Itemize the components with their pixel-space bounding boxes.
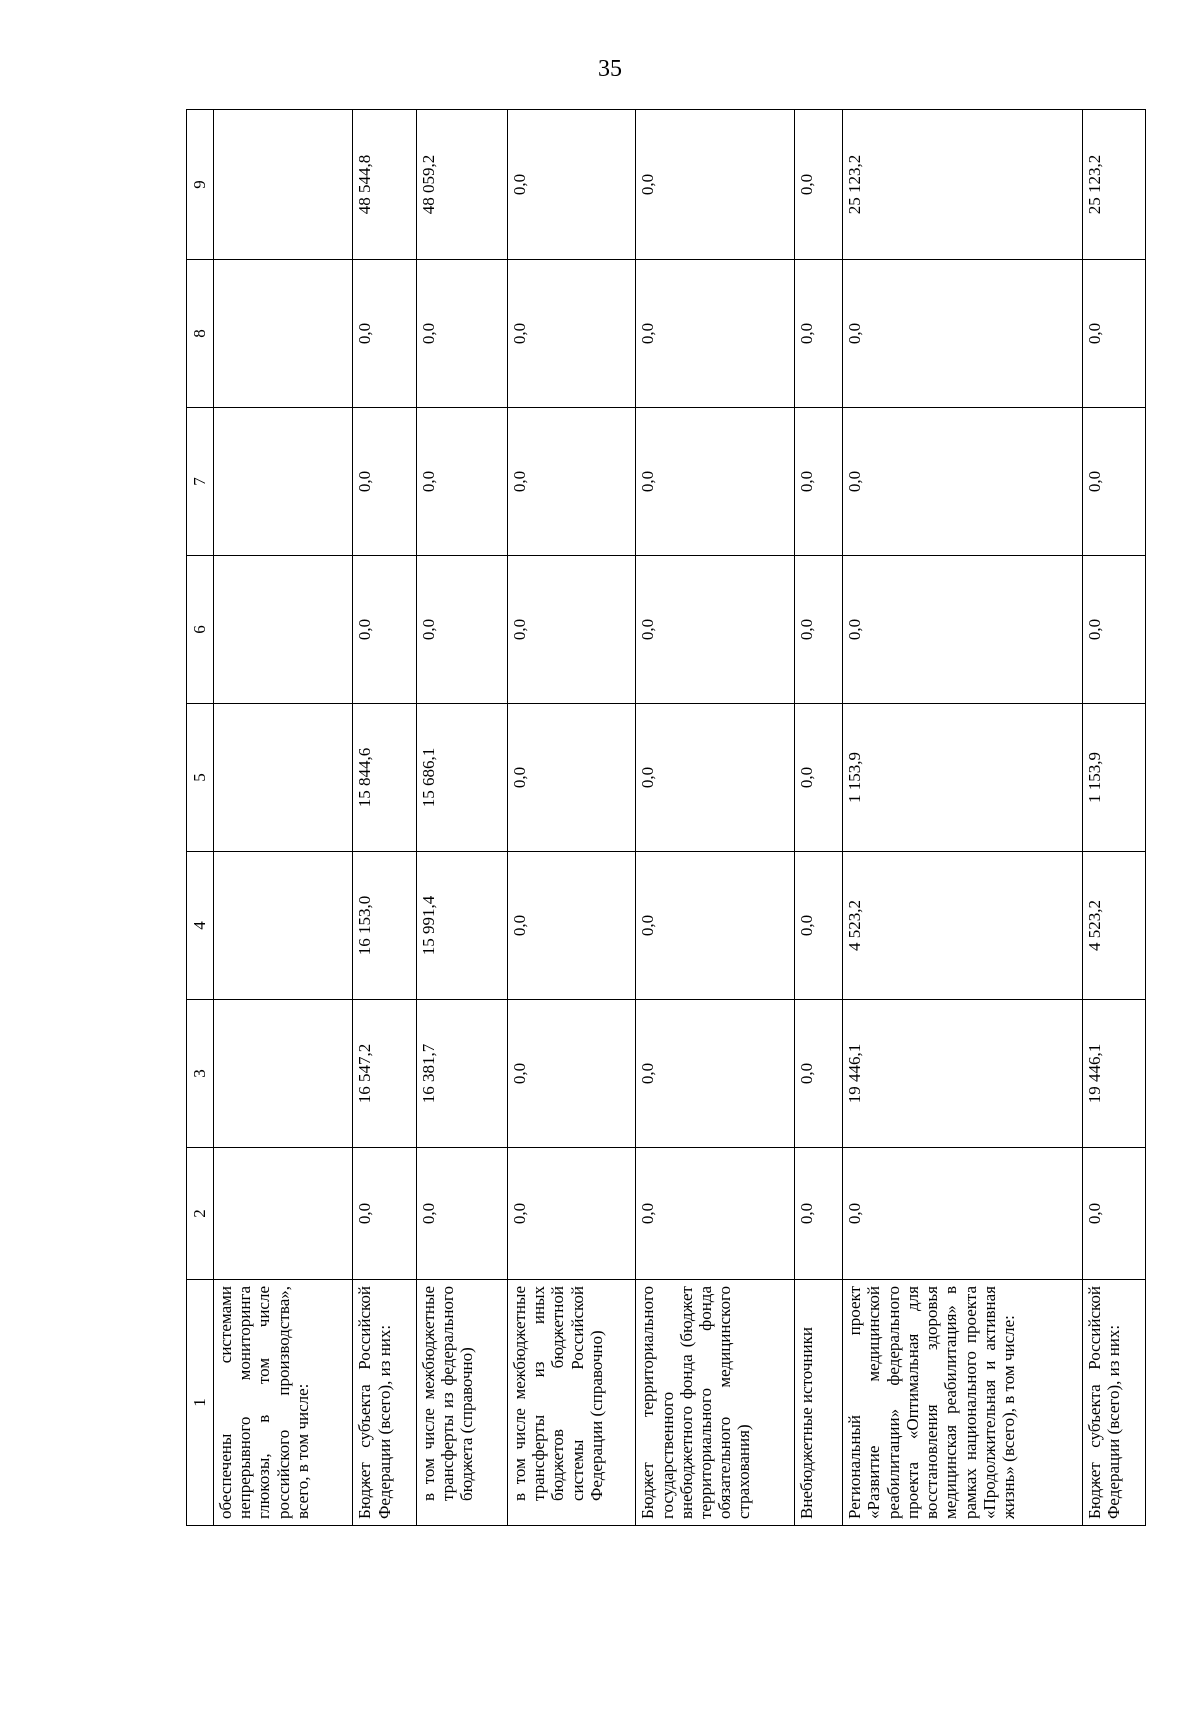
row-label: в том числе межбюджетные трансферты из федерального бюджета (справочно) [418,1286,476,1501]
table-cell: 0,0 [795,704,843,852]
table-cell: 16 381,7 [416,1000,507,1148]
column-header: 8 [187,260,214,408]
table-cell: 0,0 [636,408,795,556]
table-cell: 0,0 [416,260,507,408]
table-cell: 0,0 [1082,408,1145,556]
table-cell: 0,0 [636,704,795,852]
table-cell: 0,0 [636,1000,795,1148]
table-cell: 0,0 [795,110,843,260]
table-cell: 0,0 [636,852,795,1000]
table-cell: 0,0 [353,556,416,704]
table-cell: 0,0 [795,260,843,408]
table-cell: 0,0 [507,1148,635,1280]
column-header: 7 [187,408,214,556]
table-cell: 0,0 [507,556,635,704]
table-cell: 48 059,2 [416,110,507,260]
table-rotation-frame [186,110,1146,1526]
table-cell [214,852,353,1000]
table-cell: 0,0 [416,1148,507,1280]
table-cell: 0,0 [636,260,795,408]
table-row [636,110,795,1526]
table-cell: 15 844,6 [353,704,416,852]
column-header: 6 [187,556,214,704]
table-cell: 0,0 [636,1148,795,1280]
table-cell: 0,0 [795,408,843,556]
table-cell: 0,0 [843,556,1083,704]
table-cell [214,704,353,852]
table-cell: 0,0 [636,556,795,704]
table-cell: 0,0 [353,260,416,408]
table-row [353,110,416,1526]
table-cell: 15 991,4 [416,852,507,1000]
table-row [507,110,635,1526]
row-label: Региональный проект «Развитие медицинской реабилитации» федерального проекта «Оптимальная для восстановления здоровья медицинская реабилитация» в рамках национального проекта «Продолжительная и активная жизнь» (всего), в том числе: [843,1280,1083,1526]
table-cell: 0,0 [843,408,1083,556]
table-cell [214,408,353,556]
budget-table [186,109,1146,1526]
table-cell: 48 544,8 [353,110,416,260]
row-label-cell [416,1280,507,1526]
table-cell: 0,0 [1082,556,1145,704]
table-cell: 16 153,0 [353,852,416,1000]
table-cell: 0,0 [507,408,635,556]
table-row [214,110,353,1526]
table-cell: 0,0 [416,408,507,556]
table-cell: 1 153,9 [843,704,1083,852]
row-label: Внебюджетные источники [795,1280,843,1526]
column-header: 2 [187,1148,214,1280]
table-cell: 0,0 [507,852,635,1000]
table-cell: 19 446,1 [843,1000,1083,1148]
column-header: 5 [187,704,214,852]
table-row [1082,110,1145,1526]
table-cell: 0,0 [353,408,416,556]
table-row [795,110,843,1526]
column-header: 3 [187,1000,214,1148]
column-header: 4 [187,852,214,1000]
column-header: 9 [187,110,214,260]
table-cell: 0,0 [353,1148,416,1280]
header-row [187,110,214,1526]
table-cell: 0,0 [507,704,635,852]
table-cell [214,110,353,260]
table-cell: 0,0 [507,260,635,408]
row-label: Бюджет субъекта Российской Федерации (всего), из них: [353,1280,416,1526]
table-cell [214,1000,353,1148]
table-cell: 0,0 [795,1000,843,1148]
table-row [843,110,1083,1526]
row-label-cell [507,1280,635,1526]
table-cell [214,556,353,704]
table-row [416,110,507,1526]
page-number: 35 [598,56,622,82]
table-cell: 0,0 [843,1148,1083,1280]
row-label: в том числе межбюджетные трансферты из иных бюджетов бюджетной системы Российской Федерации (справочно) [509,1286,606,1501]
table-cell: 4 523,2 [1082,852,1145,1000]
table-cell: 0,0 [1082,260,1145,408]
table-cell: 15 686,1 [416,704,507,852]
table-cell: 1 153,9 [1082,704,1145,852]
table-cell: 0,0 [507,1000,635,1148]
table-cell: 0,0 [507,110,635,260]
column-header: 1 [187,1280,214,1526]
row-label: Бюджет территориального государственного внебюджетного фонда (бюджет территориального фонда обязательного медицинского страхования) [636,1280,795,1526]
table-cell: 4 523,2 [843,852,1083,1000]
table-cell [214,1148,353,1280]
table-cell: 0,0 [1082,1148,1145,1280]
table-cell: 0,0 [416,556,507,704]
table-cell: 0,0 [795,852,843,1000]
row-label: обеспечены системами непрерывного мониторинга глюкозы, в том числе российского производства», всего, в том числе: [214,1280,353,1526]
table-cell: 0,0 [795,1148,843,1280]
table-cell: 19 446,1 [1082,1000,1145,1148]
table-cell: 16 547,2 [353,1000,416,1148]
row-label: Бюджет субъекта Российской Федерации (всего), из них: [1082,1280,1145,1526]
table-cell: 25 123,2 [1082,110,1145,260]
table-cell: 25 123,2 [843,110,1083,260]
table-cell: 0,0 [843,260,1083,408]
table-cell [214,260,353,408]
table-cell: 0,0 [795,556,843,704]
rotated-content [186,110,1146,1526]
table-cell: 0,0 [636,110,795,260]
